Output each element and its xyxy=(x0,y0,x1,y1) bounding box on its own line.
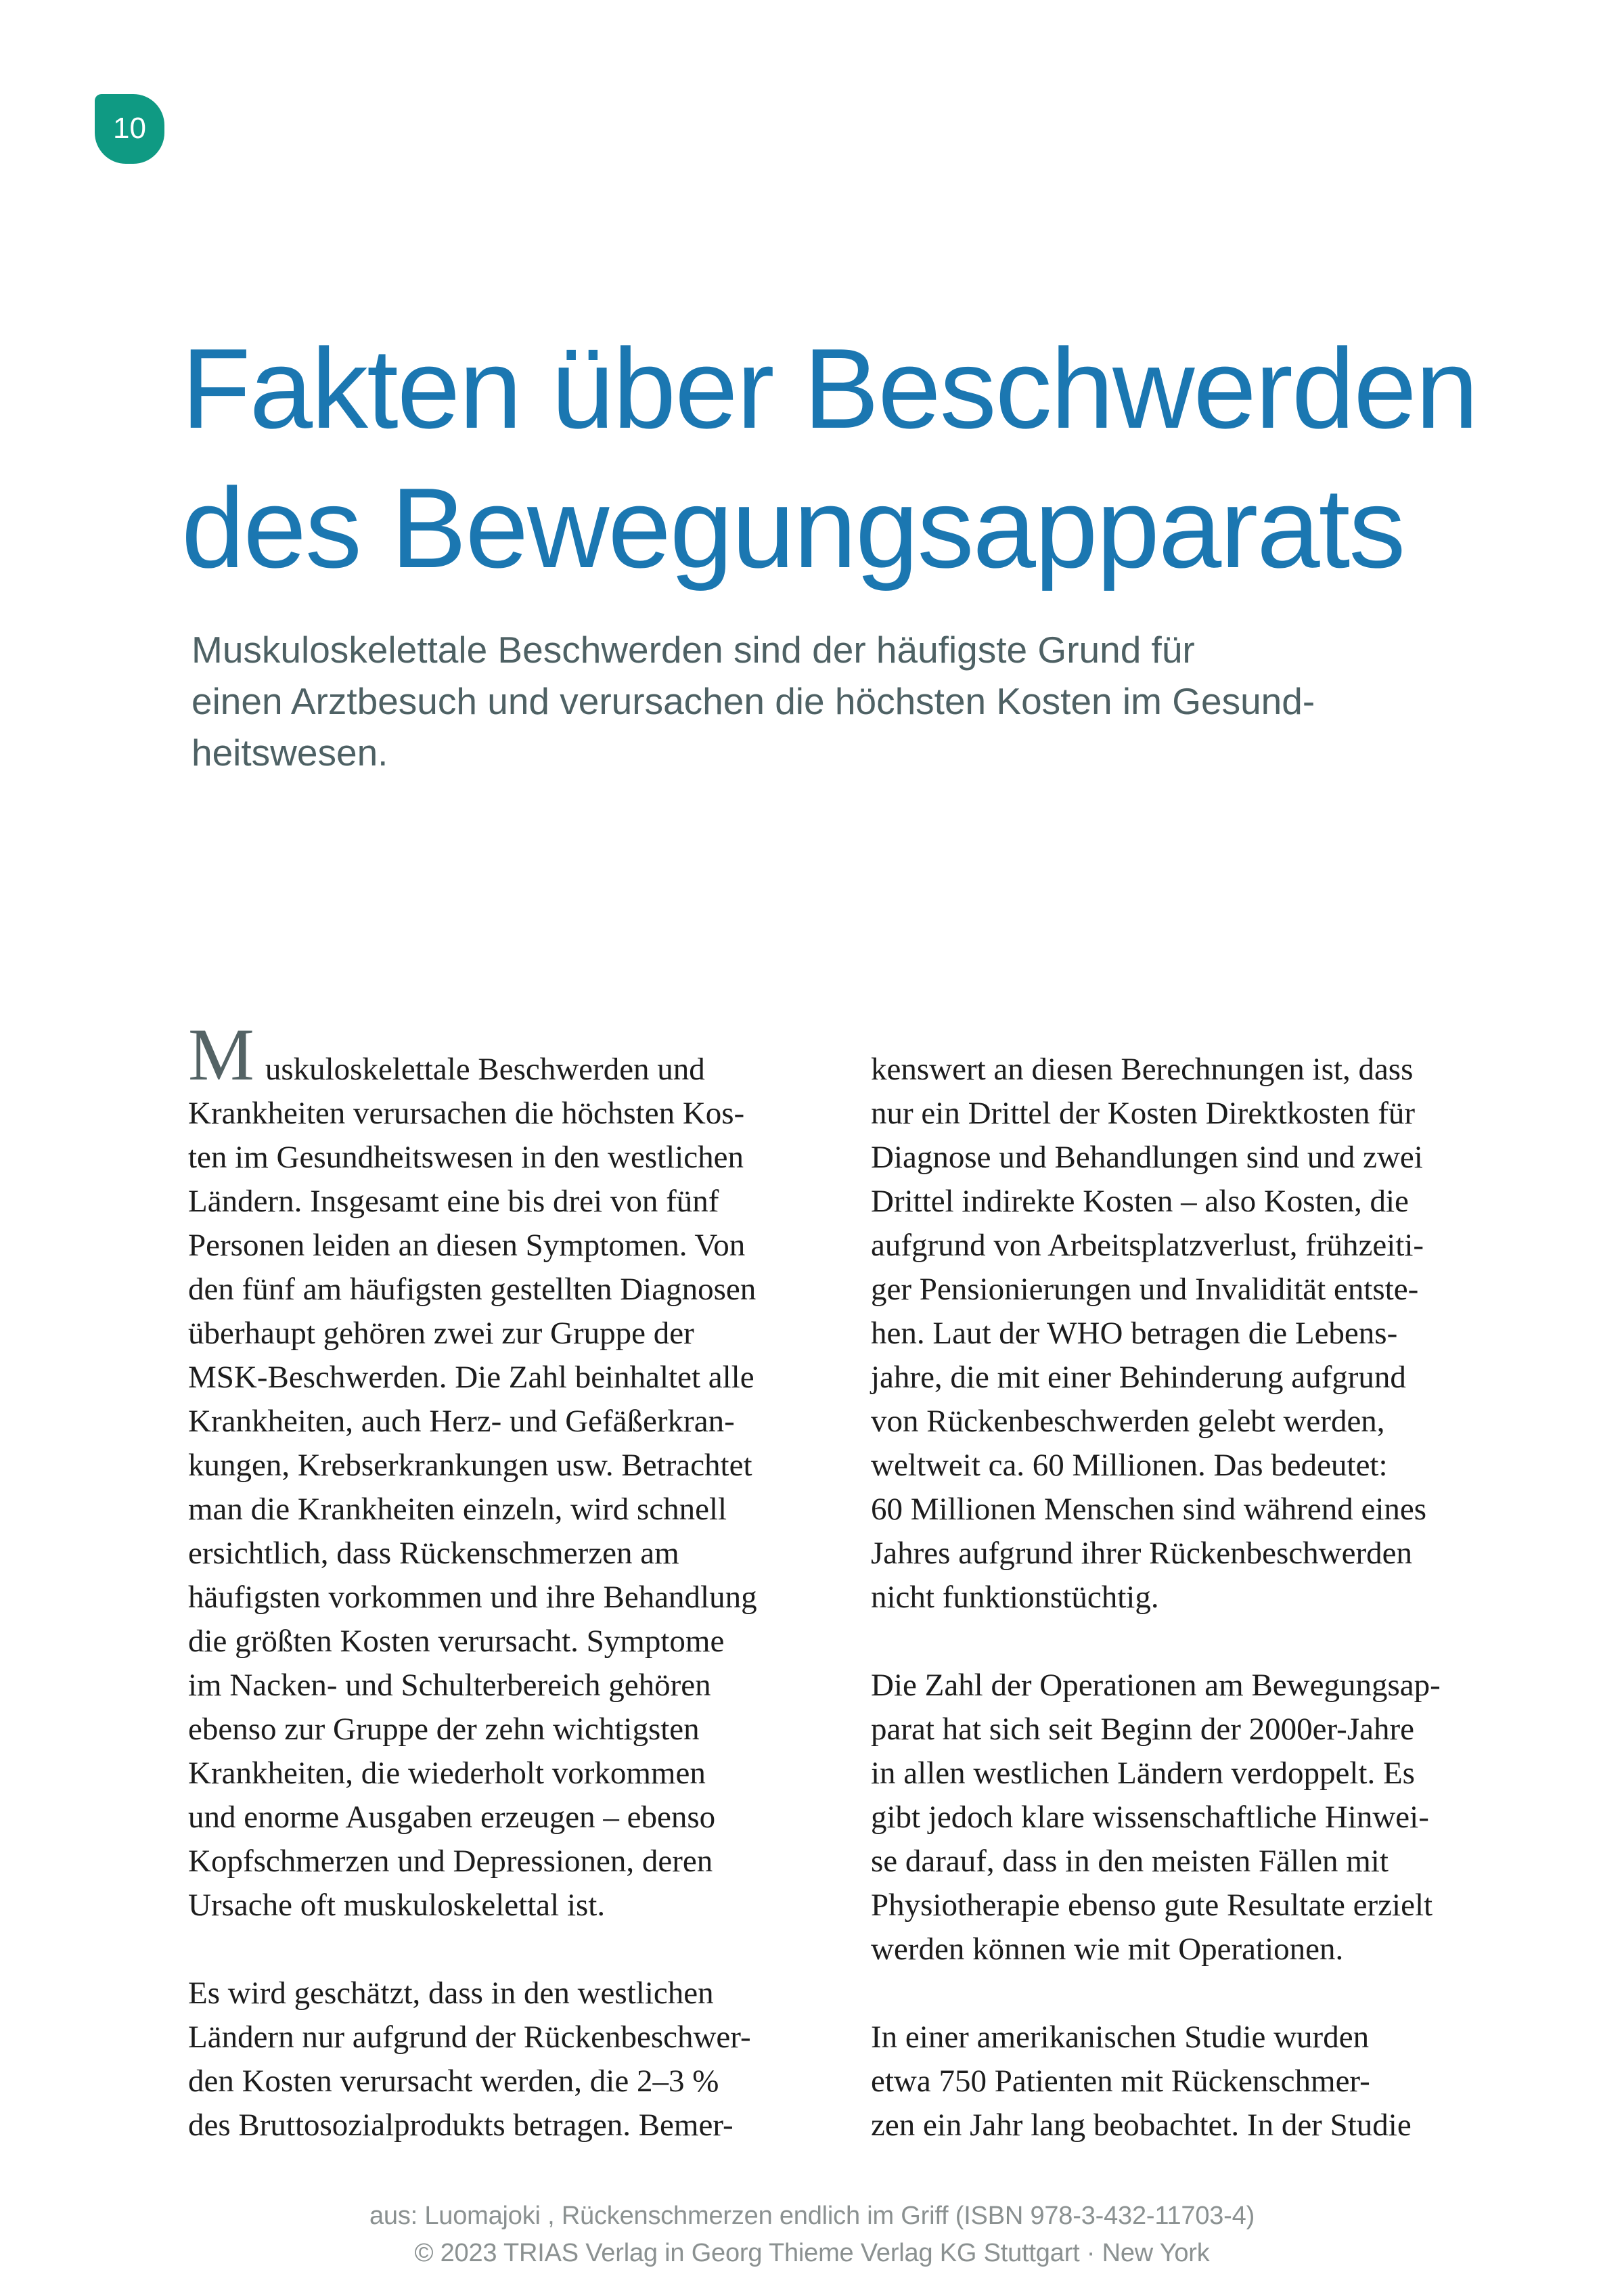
text-line: kungen, Krebserkrankungen usw. Betrachtet xyxy=(188,1448,752,1483)
paragraph xyxy=(188,1013,841,1928)
text-line: ten im Gesundheitswesen in den westlichen xyxy=(188,1140,744,1175)
text-line: Jahres aufgrund ihrer Rückenbeschwerden xyxy=(871,1536,1412,1571)
text-line: Fakten über Beschwerden xyxy=(181,324,1478,452)
text-line: se darauf, dass in den meisten Fällen mit xyxy=(871,1844,1389,1879)
text-line: werden können wie mit Operationen. xyxy=(871,1932,1344,1967)
text-line: Personen leiden an diesen Symptomen. Von xyxy=(188,1228,746,1263)
paragraph xyxy=(871,1664,1510,1972)
text-line: heitswesen. xyxy=(191,732,388,774)
text-line: © 2023 TRIAS Verlag in Georg Thieme Verlag KG Stuttgart · New York xyxy=(414,2239,1210,2267)
text-line: MSK-Beschwerden. Die Zahl beinhaltet alle xyxy=(188,1360,754,1395)
lead-paragraph xyxy=(191,624,1315,778)
body-column-left xyxy=(188,1013,841,2147)
drop-cap: M xyxy=(188,1013,254,1096)
body-column-right xyxy=(871,1048,1510,2147)
text-line: Diagnose und Behandlungen sind und zwei xyxy=(871,1140,1423,1175)
text-line: Ursache oft muskuloskelettal ist. xyxy=(188,1888,606,1923)
text-line: Muskuloskelettale Beschwerden und xyxy=(188,1013,705,1096)
text-line: weltweit ca. 60 Millionen. Das bedeutet: xyxy=(871,1448,1388,1483)
text-line: In einer amerikanischen Studie wurden xyxy=(871,2020,1370,2055)
page-number-badge xyxy=(95,94,164,164)
text-line: einen Arztbesuch und verursachen die höchsten Kosten im Gesund- xyxy=(191,680,1315,722)
text-line: und enorme Ausgaben erzeugen – ebenso xyxy=(188,1800,716,1835)
text-line: kenswert an diesen Berechnungen ist, dass xyxy=(871,1052,1414,1087)
text-line: aus: Luomajoki , Rückenschmerzen endlich im Griff (ISBN 978-3-432-11703-4) xyxy=(369,2202,1255,2230)
text-line: Kopfschmerzen und Depressionen, deren xyxy=(188,1844,713,1879)
text-line: man die Krankheiten einzeln, wird schnell xyxy=(188,1492,727,1527)
page-title xyxy=(181,319,1477,598)
paragraph xyxy=(188,1972,841,2147)
text-line: zen ein Jahr lang beobachtet. In der Studie xyxy=(871,2108,1412,2143)
text-line: Krankheiten verursachen die höchsten Kos- xyxy=(188,1096,745,1131)
text-line: den fünf am häufigsten gestellten Diagnosen xyxy=(188,1272,757,1307)
text-line: aufgrund von Arbeitsplatzverlust, frühzeiti- xyxy=(871,1228,1424,1263)
text-line: Muskuloskelettale Beschwerden sind der häufigste Grund für xyxy=(191,629,1195,671)
text-line: 60 Millionen Menschen sind während eines xyxy=(871,1492,1427,1527)
text-line: Es wird geschätzt, dass in den westlichen xyxy=(188,1976,714,2011)
footer-credit xyxy=(0,2198,1624,2272)
text-line: im Nacken- und Schulterbereich gehören xyxy=(188,1668,711,1703)
text-line: Physiotherapie ebenso gute Resultate erzielt xyxy=(871,1888,1433,1923)
text-line: nur ein Drittel der Kosten Direktkosten für xyxy=(871,1096,1416,1131)
text-line: Drittel indirekte Kosten – also Kosten, die xyxy=(871,1184,1409,1219)
text-line: des Bewegungsapparats xyxy=(181,464,1405,592)
text-line: nicht funktionstüchtig. xyxy=(871,1580,1159,1615)
text-line: überhaupt gehören zwei zur Gruppe der xyxy=(188,1316,694,1351)
text-line: häufigsten vorkommen und ihre Behandlung xyxy=(188,1580,757,1615)
text-line: Ländern. Insgesamt eine bis drei von fünf xyxy=(188,1184,719,1219)
text-line: parat hat sich seit Beginn der 2000er-Jahre xyxy=(871,1712,1414,1747)
text-line: die größten Kosten verursacht. Symptome xyxy=(188,1624,725,1659)
text-line: Krankheiten, auch Herz- und Gefäßerkran- xyxy=(188,1404,735,1439)
page-number: 10 xyxy=(113,111,146,145)
paragraph xyxy=(871,2016,1510,2147)
text-line: jahre, die mit einer Behinderung aufgrund xyxy=(871,1360,1406,1395)
text-line: hen. Laut der WHO betragen die Lebens- xyxy=(871,1316,1398,1351)
text-line: ersichtlich, dass Rückenschmerzen am xyxy=(188,1536,679,1571)
text-line: Die Zahl der Operationen am Bewegungsap- xyxy=(871,1668,1441,1703)
text-line: von Rückenbeschwerden gelebt werden, xyxy=(871,1404,1385,1439)
paragraph xyxy=(871,1048,1510,1620)
text-line: ebenso zur Gruppe der zehn wichtigsten xyxy=(188,1712,700,1747)
text-line: ger Pensionierungen und Invalidität entste- xyxy=(871,1272,1419,1307)
text-line: Krankheiten, die wiederholt vorkommen xyxy=(188,1756,706,1791)
text-line: etwa 750 Patienten mit Rückenschmer- xyxy=(871,2064,1370,2099)
text-line: Ländern nur aufgrund der Rückenbeschwer- xyxy=(188,2020,751,2055)
text-line: in allen westlichen Ländern verdoppelt. Es xyxy=(871,1756,1415,1791)
text-line: gibt jedoch klare wissenschaftliche Hinwei- xyxy=(871,1800,1429,1835)
text-line: des Bruttosozialprodukts betragen. Bemer- xyxy=(188,2108,734,2143)
text-line: den Kosten verursacht werden, die 2–3 % xyxy=(188,2064,719,2099)
